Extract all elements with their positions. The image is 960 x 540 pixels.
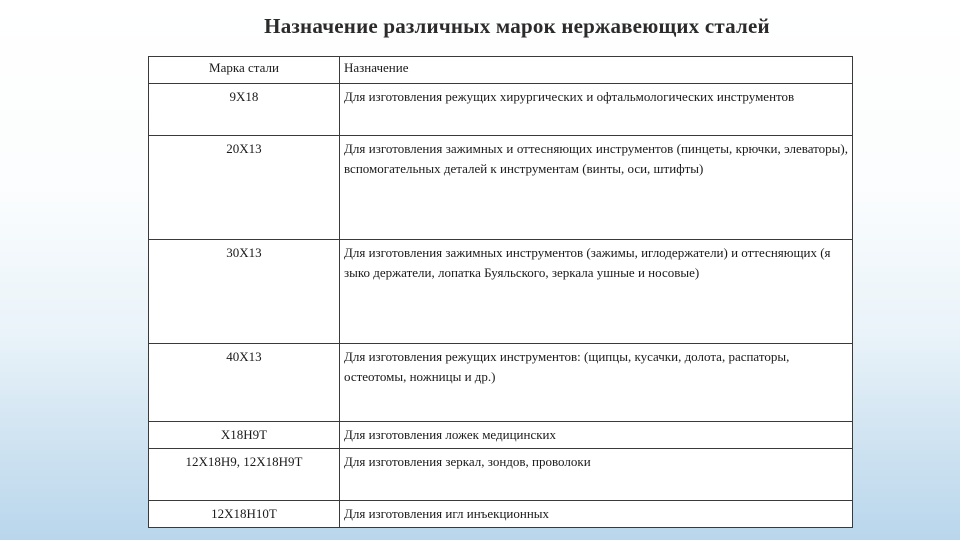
purpose-cell: Для изготовления зеркал, зондов, проволоки (340, 449, 853, 501)
grade-cell: 12Х18Н9, 12Х18Н9Т (149, 449, 340, 501)
grade-cell: Х18Н9Т (149, 422, 340, 449)
purpose-cell: Для изготовления зажимных инструментов (зажимы, иглодержатели) и оттесняющих (я зыко держатели, лопатка Буяльского, зеркала ушные и носовые) (340, 240, 853, 344)
grade-cell: 40Х13 (149, 344, 340, 422)
grade-cell: 9Х18 (149, 84, 340, 136)
header-grade: Марка стали (149, 57, 340, 84)
table-row (149, 136, 853, 240)
table-row (149, 240, 853, 344)
steel-grades-table (148, 56, 853, 528)
grade-cell: 30Х13 (149, 240, 340, 344)
purpose-cell: Для изготовления режущих хирургических и офтальмологических инструментов (340, 84, 853, 136)
purpose-cell: Для изготовления игл инъекционных (340, 501, 853, 528)
table-row (149, 344, 853, 422)
grade-cell: 12Х18Н10Т (149, 501, 340, 528)
purpose-cell: Для изготовления режущих инструментов: (щипцы, кусачки, долота, распаторы, остеотомы, ножницы и др.) (340, 344, 853, 422)
table-row (149, 422, 853, 449)
purpose-cell: Для изготовления ложек медицинских (340, 422, 853, 449)
header-purpose: Назначение (340, 57, 853, 84)
purpose-cell: Для изготовления зажимных и оттесняющих инструментов (пинцеты, крючки, элеваторы), вспомогательных деталей к инструментам (винты, оси, штифты) (340, 136, 853, 240)
table-row (149, 84, 853, 136)
grade-cell: 20Х13 (149, 136, 340, 240)
table-row (149, 501, 853, 528)
page-title: Назначение различных марок нержавеющих сталей (264, 14, 770, 38)
table-row (149, 449, 853, 501)
table-header-row (149, 57, 853, 84)
